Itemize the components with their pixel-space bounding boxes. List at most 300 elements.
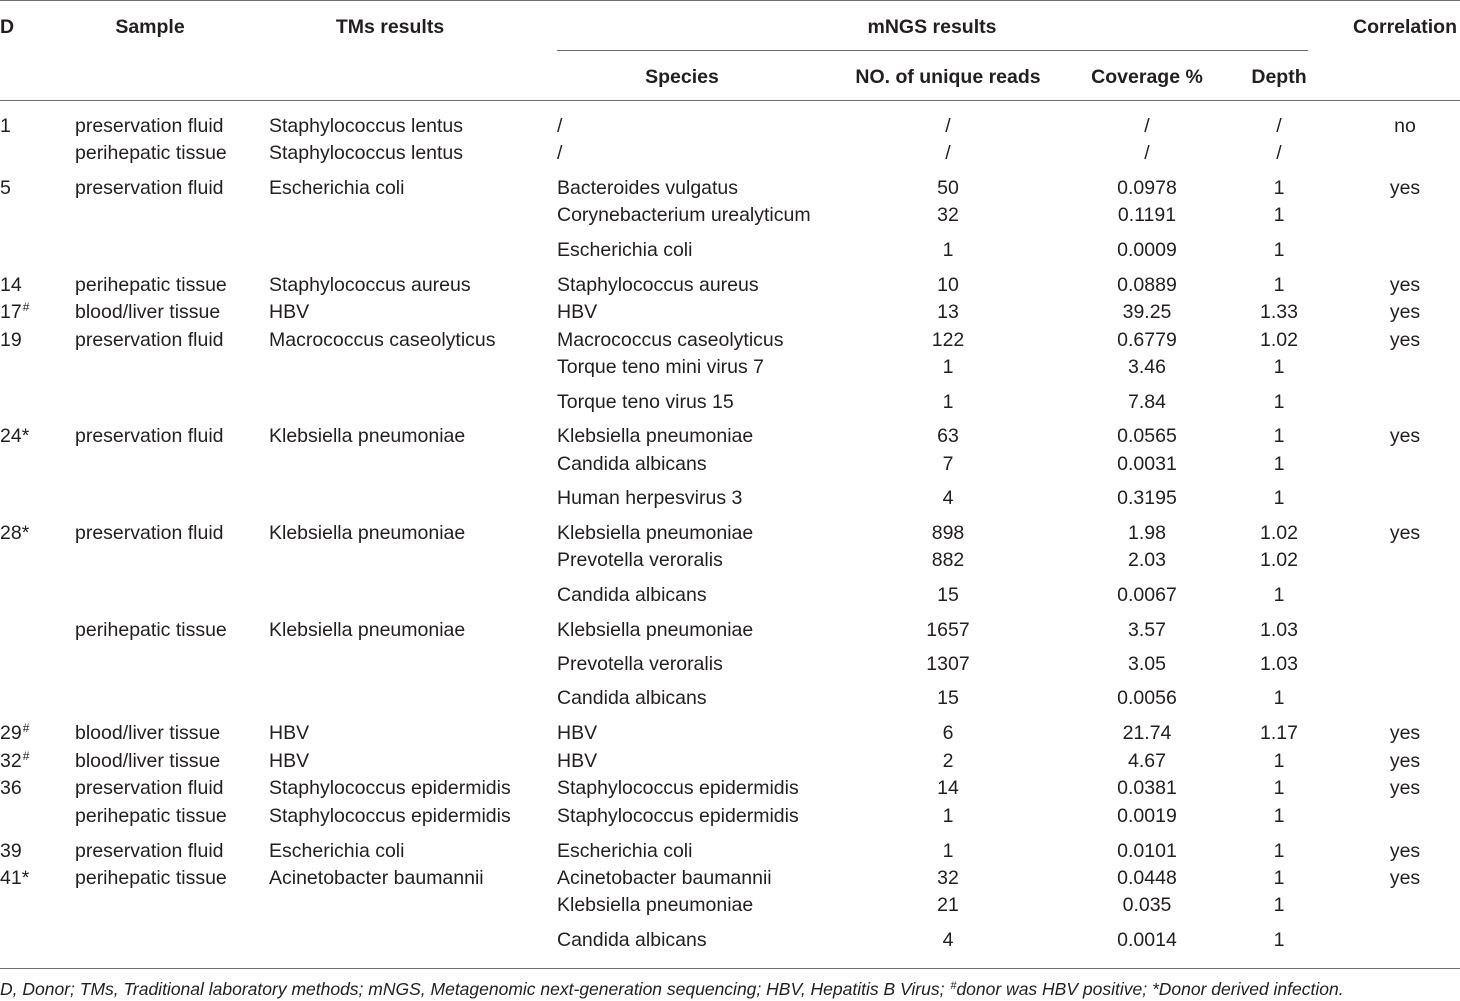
cell-coverage: [1128, 548, 1166, 572]
sample-text: perihepatic tissue: [75, 867, 227, 889]
cell-tms: [269, 866, 484, 890]
cell-sample: [75, 804, 227, 828]
cell-species: [557, 618, 753, 642]
tms-text: Klebsiella pneumoniae: [269, 619, 466, 641]
table-bottom-rule: [0, 968, 1460, 969]
depth-text: 1.17: [1260, 722, 1298, 744]
cell-coverage: [1117, 328, 1177, 352]
sample-text: preservation fluid: [75, 177, 224, 199]
cell-tms: [269, 176, 404, 200]
cell-depth: [1260, 521, 1298, 545]
cell-reads: [937, 273, 959, 297]
cell-species: [557, 893, 753, 917]
cell-reads: [943, 238, 954, 262]
sample-text: preservation fluid: [75, 425, 224, 447]
correlation-text: yes: [1389, 301, 1421, 323]
species-text: Candida albicans: [557, 687, 707, 709]
coverage-text: /: [1144, 142, 1150, 164]
cell-species: [557, 486, 742, 510]
cell-depth: [1274, 238, 1285, 262]
species-text: Torque teno virus 15: [557, 391, 734, 413]
cell-depth: [1274, 893, 1285, 917]
cell-correlation: [1390, 866, 1420, 890]
header-species: Species: [645, 66, 719, 88]
tms-text: Klebsiella pneumoniae: [269, 425, 466, 447]
cell-correlation: [1390, 521, 1420, 545]
cell-donor: [0, 273, 22, 297]
depth-text: 1.02: [1260, 329, 1298, 351]
cell-depth: [1276, 114, 1281, 138]
cell-species: [557, 300, 597, 324]
cell-coverage: [1117, 866, 1177, 890]
cell-correlation: [1394, 114, 1416, 138]
depth-text: 1: [1273, 894, 1285, 916]
coverage-text: 0.0014: [1117, 929, 1177, 951]
cell-correlation: [1390, 776, 1420, 800]
cell-tms: [269, 114, 463, 138]
depth-text: 1.03: [1260, 619, 1298, 641]
depth-text: 1: [1273, 274, 1285, 296]
cell-depth: [1260, 548, 1298, 572]
cell-reads: [926, 652, 969, 676]
reads-text: 7: [942, 453, 954, 475]
cell-depth: [1274, 203, 1285, 227]
reads-text: /: [945, 142, 951, 164]
cell-correlation: [1390, 300, 1420, 324]
tms-text: Staphylococcus epidermidis: [269, 805, 511, 827]
depth-text: 1: [1273, 204, 1285, 226]
cell-donor: [0, 424, 29, 448]
species-text: Corynebacterium urealyticum: [557, 204, 811, 226]
header-sample: Sample: [115, 16, 185, 38]
coverage-text: 39.25: [1122, 301, 1172, 323]
depth-text: 1: [1273, 929, 1285, 951]
species-text: Klebsiella pneumoniae: [557, 619, 754, 641]
cell-reads: [937, 866, 959, 890]
coverage-text: 0.0101: [1117, 840, 1177, 862]
header-depth: Depth: [1251, 66, 1307, 88]
cell-donor: [0, 176, 11, 200]
cell-depth: [1260, 652, 1298, 676]
footnote-text-1: D, Donor; TMs, Traditional laboratory methods; mNGS, Metagenomic next-generation sequencing; HBV, Hepatitis B Virus;: [0, 979, 950, 999]
reads-text: 1: [942, 356, 954, 378]
cell-reads: [932, 521, 965, 545]
cell-tms: [269, 521, 465, 545]
coverage-text: /: [1144, 115, 1150, 137]
header-reads: NO. of unique reads: [855, 66, 1041, 88]
depth-text: 1: [1273, 425, 1285, 447]
cell-depth: [1274, 273, 1285, 297]
tms-text: Klebsiella pneumoniae: [269, 522, 466, 544]
cell-species: [557, 652, 723, 676]
donor-text: 32: [0, 750, 22, 772]
depth-text: 1: [1273, 487, 1285, 509]
cell-correlation: [1390, 273, 1420, 297]
cell-coverage: [1123, 300, 1172, 324]
species-text: HBV: [557, 750, 598, 772]
species-text: HBV: [557, 722, 598, 744]
cell-species: [557, 203, 811, 227]
cell-depth: [1260, 618, 1298, 642]
top-rule: [0, 0, 1460, 1]
sample-text: preservation fluid: [75, 840, 224, 862]
species-text: Torque teno mini virus 7: [557, 356, 765, 378]
coverage-text: 0.0056: [1117, 687, 1177, 709]
cell-tms: [269, 721, 309, 745]
reads-text: 32: [937, 867, 959, 889]
coverage-text: 4.67: [1128, 750, 1166, 772]
depth-text: 1: [1273, 750, 1285, 772]
species-text: /: [557, 115, 563, 137]
donor-text: 24*: [0, 425, 30, 447]
depth-text: /: [1276, 142, 1282, 164]
donor-text: 14: [0, 274, 22, 296]
cell-sample: [75, 721, 220, 745]
cell-coverage: [1117, 839, 1177, 863]
depth-text: /: [1276, 115, 1282, 137]
header-tms: TMs results: [335, 16, 445, 38]
cell-tms: [269, 424, 465, 448]
correlation-text: yes: [1389, 750, 1421, 772]
cell-species: [557, 804, 799, 828]
cell-depth: [1276, 141, 1281, 165]
cell-reads: [937, 776, 959, 800]
cell-donor: [0, 839, 22, 863]
cell-coverage: [1117, 176, 1177, 200]
reads-text: 14: [937, 777, 959, 799]
cell-depth: [1274, 776, 1285, 800]
cell-tms: [269, 141, 463, 165]
cell-correlation: [1390, 328, 1420, 352]
donor-text: 41*: [0, 867, 30, 889]
cell-species: [557, 583, 707, 607]
cell-tms: [269, 328, 496, 352]
cell-coverage: [1117, 486, 1177, 510]
cell-species: [557, 866, 772, 890]
sample-text: blood/liver tissue: [75, 722, 221, 744]
correlation-text: yes: [1389, 722, 1421, 744]
reads-text: 1: [942, 840, 954, 862]
cell-reads: [937, 203, 959, 227]
cell-reads: [937, 424, 959, 448]
footnote-mark: #: [950, 980, 957, 992]
reads-text: 1: [942, 239, 954, 261]
tms-text: Staphylococcus lentus: [269, 142, 464, 164]
coverage-text: 0.0067: [1117, 584, 1177, 606]
sample-text: perihepatic tissue: [75, 619, 227, 641]
species-text: Klebsiella pneumoniae: [557, 425, 754, 447]
cell-coverage: [1144, 141, 1149, 165]
cell-coverage: [1117, 776, 1177, 800]
cell-donor: [0, 749, 29, 773]
cell-depth: [1274, 390, 1285, 414]
coverage-text: 0.0448: [1117, 867, 1177, 889]
sample-text: preservation fluid: [75, 115, 224, 137]
table-footnote: [0, 978, 1344, 1000]
tms-text: HBV: [269, 301, 310, 323]
depth-text: 1: [1273, 391, 1285, 413]
cell-reads: [945, 114, 950, 138]
coverage-text: 7.84: [1128, 391, 1166, 413]
cell-depth: [1274, 866, 1285, 890]
cell-coverage: [1117, 928, 1177, 952]
correlation-text: yes: [1389, 177, 1421, 199]
coverage-text: 0.0009: [1117, 239, 1177, 261]
reads-text: 1: [942, 805, 954, 827]
cell-sample: [75, 749, 220, 773]
cell-species: [557, 839, 692, 863]
depth-text: 1: [1273, 687, 1285, 709]
correlation-text: yes: [1389, 522, 1421, 544]
species-text: Bacteroides vulgatus: [557, 177, 739, 199]
cell-species: [557, 176, 738, 200]
correlation-text: yes: [1389, 777, 1421, 799]
tms-text: HBV: [269, 750, 310, 772]
cell-reads: [937, 583, 959, 607]
coverage-text: 0.0019: [1117, 805, 1177, 827]
reads-text: 50: [937, 177, 959, 199]
sample-text: perihepatic tissue: [75, 274, 227, 296]
depth-text: 1.02: [1260, 549, 1298, 571]
sample-text: preservation fluid: [75, 329, 224, 351]
cell-reads: [937, 300, 959, 324]
reads-text: 4: [942, 487, 954, 509]
depth-text: 1: [1273, 867, 1285, 889]
coverage-text: 0.0978: [1117, 177, 1177, 199]
cell-coverage: [1128, 355, 1166, 379]
cell-coverage: [1128, 618, 1166, 642]
depth-text: 1.33: [1260, 301, 1298, 323]
cell-coverage: [1128, 390, 1166, 414]
cell-depth: [1274, 804, 1285, 828]
cell-depth: [1274, 686, 1285, 710]
species-text: Staphylococcus epidermidis: [557, 777, 799, 799]
cell-tms: [269, 273, 471, 297]
cell-tms: [269, 839, 404, 863]
reads-text: 10: [937, 274, 959, 296]
cell-coverage: [1128, 749, 1166, 773]
cell-depth: [1260, 300, 1298, 324]
cell-species: [557, 749, 597, 773]
reads-text: 1307: [926, 653, 970, 675]
cell-depth: [1274, 486, 1285, 510]
cell-depth: [1260, 328, 1298, 352]
tms-text: HBV: [269, 722, 310, 744]
cell-sample: [75, 328, 224, 352]
reads-text: 122: [931, 329, 965, 351]
coverage-text: 1.98: [1128, 522, 1166, 544]
coverage-text: 2.03: [1128, 549, 1166, 571]
cell-coverage: [1117, 424, 1177, 448]
cell-depth: [1274, 424, 1285, 448]
depth-text: 1.02: [1260, 522, 1298, 544]
reads-text: 1: [942, 391, 954, 413]
cell-sample: [75, 866, 227, 890]
depth-text: 1: [1273, 777, 1285, 799]
correlation-text: yes: [1389, 329, 1421, 351]
cell-reads: [937, 176, 959, 200]
coverage-text: 21.74: [1122, 722, 1172, 744]
species-text: Staphylococcus aureus: [557, 274, 759, 296]
tms-text: Acinetobacter baumannii: [269, 867, 484, 889]
cell-reads: [932, 328, 965, 352]
species-text: Candida albicans: [557, 584, 707, 606]
cell-reads: [932, 548, 965, 572]
cell-reads: [945, 141, 950, 165]
cell-correlation: [1390, 839, 1420, 863]
coverage-text: 0.0565: [1117, 425, 1177, 447]
depth-text: 1: [1273, 177, 1285, 199]
reads-text: 13: [937, 301, 959, 323]
reads-text: /: [945, 115, 951, 137]
cell-reads: [943, 749, 954, 773]
coverage-text: 3.46: [1128, 356, 1166, 378]
coverage-text: 3.57: [1128, 619, 1166, 641]
cell-reads: [943, 486, 954, 510]
cell-depth: [1274, 452, 1285, 476]
donor-text: 1: [0, 115, 11, 137]
cell-correlation: [1390, 749, 1420, 773]
reads-text: 882: [931, 549, 965, 571]
donor-text: 28*: [0, 522, 30, 544]
cell-sample: [75, 618, 227, 642]
cell-reads: [943, 804, 954, 828]
cell-coverage: [1117, 452, 1177, 476]
cell-depth: [1274, 583, 1285, 607]
cell-species: [557, 452, 707, 476]
species-text: HBV: [557, 301, 598, 323]
reads-text: 1657: [926, 619, 970, 641]
cell-reads: [943, 721, 954, 745]
cell-species: [557, 114, 562, 138]
sample-text: preservation fluid: [75, 777, 224, 799]
species-text: Escherichia coli: [557, 239, 693, 261]
reads-text: 63: [937, 425, 959, 447]
cell-coverage: [1117, 804, 1177, 828]
cell-donor: [0, 776, 22, 800]
cell-species: [557, 548, 723, 572]
cell-correlation: [1390, 721, 1420, 745]
species-text: Acinetobacter baumannii: [557, 867, 772, 889]
cell-species: [557, 328, 784, 352]
cell-sample: [75, 424, 224, 448]
cell-reads: [926, 618, 969, 642]
tms-text: Staphylococcus aureus: [269, 274, 471, 296]
cell-species: [557, 721, 597, 745]
cell-species: [557, 928, 707, 952]
cell-donor: [0, 721, 29, 745]
cell-tms: [269, 300, 309, 324]
cell-coverage: [1117, 686, 1177, 710]
tms-text: Staphylococcus epidermidis: [269, 777, 511, 799]
cell-reads: [943, 839, 954, 863]
correlation-text: yes: [1389, 867, 1421, 889]
species-text: Klebsiella pneumoniae: [557, 894, 754, 916]
species-text: Prevotella veroralis: [557, 653, 723, 675]
cell-species: [557, 355, 764, 379]
species-text: Human herpesvirus 3: [557, 487, 743, 509]
reads-text: 898: [931, 522, 965, 544]
depth-text: 1: [1273, 239, 1285, 261]
cell-depth: [1260, 721, 1298, 745]
coverage-text: 0.0889: [1117, 274, 1177, 296]
coverage-text: 0.3195: [1117, 487, 1177, 509]
cell-correlation: [1390, 424, 1420, 448]
tms-text: Escherichia coli: [269, 177, 405, 199]
donor-text: 5: [0, 177, 11, 199]
reads-text: 32: [937, 204, 959, 226]
cell-coverage: [1117, 583, 1177, 607]
cell-species: [557, 776, 799, 800]
correlation-text: yes: [1389, 274, 1421, 296]
cell-species: [557, 390, 734, 414]
species-text: Klebsiella pneumoniae: [557, 522, 754, 544]
tms-text: Macrococcus caseolyticus: [269, 329, 496, 351]
species-text: Prevotella veroralis: [557, 549, 723, 571]
header-donor: D: [0, 16, 15, 38]
coverage-text: 0.6779: [1117, 329, 1177, 351]
species-text: Candida albicans: [557, 453, 707, 475]
cell-sample: [75, 839, 224, 863]
sample-text: blood/liver tissue: [75, 301, 221, 323]
cell-coverage: [1128, 652, 1166, 676]
cell-donor: [0, 300, 29, 324]
tms-text: Staphylococcus lentus: [269, 115, 464, 137]
reads-text: 15: [937, 687, 959, 709]
sample-text: perihepatic tissue: [75, 805, 227, 827]
species-text: Candida albicans: [557, 929, 707, 951]
cell-reads: [943, 452, 954, 476]
cell-donor: [0, 328, 22, 352]
coverage-text: 0.0031: [1117, 453, 1177, 475]
correlation-text: yes: [1389, 425, 1421, 447]
cell-species: [557, 273, 759, 297]
header-bottom-rule: [0, 100, 1460, 101]
cell-sample: [75, 273, 227, 297]
cell-depth: [1274, 355, 1285, 379]
cell-coverage: [1118, 203, 1176, 227]
header-mngs: mNGS results: [867, 16, 997, 38]
cell-coverage: [1128, 521, 1166, 545]
cell-sample: [75, 114, 224, 138]
footnote-text-2: donor was HBV positive; *Donor derived infection.: [956, 979, 1344, 999]
cell-reads: [937, 893, 959, 917]
tms-text: Escherichia coli: [269, 840, 405, 862]
donor-text: 29: [0, 722, 22, 744]
cell-sample: [75, 521, 224, 545]
cell-donor: [0, 521, 29, 545]
depth-text: 1: [1273, 584, 1285, 606]
donor-mark: #: [22, 300, 30, 314]
cell-coverage: [1144, 114, 1149, 138]
donor-mark: #: [22, 721, 30, 735]
cell-reads: [943, 355, 954, 379]
reads-text: 4: [942, 929, 954, 951]
reads-text: 2: [942, 750, 954, 772]
depth-text: 1.03: [1260, 653, 1298, 675]
cell-species: [557, 521, 753, 545]
cell-coverage: [1123, 721, 1172, 745]
cell-reads: [943, 928, 954, 952]
donor-mark: #: [22, 749, 30, 763]
cell-depth: [1274, 749, 1285, 773]
sample-text: preservation fluid: [75, 522, 224, 544]
cell-tms: [269, 749, 309, 773]
cell-donor: [0, 866, 29, 890]
coverage-text: 3.05: [1128, 653, 1166, 675]
sample-text: perihepatic tissue: [75, 142, 227, 164]
cell-depth: [1274, 839, 1285, 863]
